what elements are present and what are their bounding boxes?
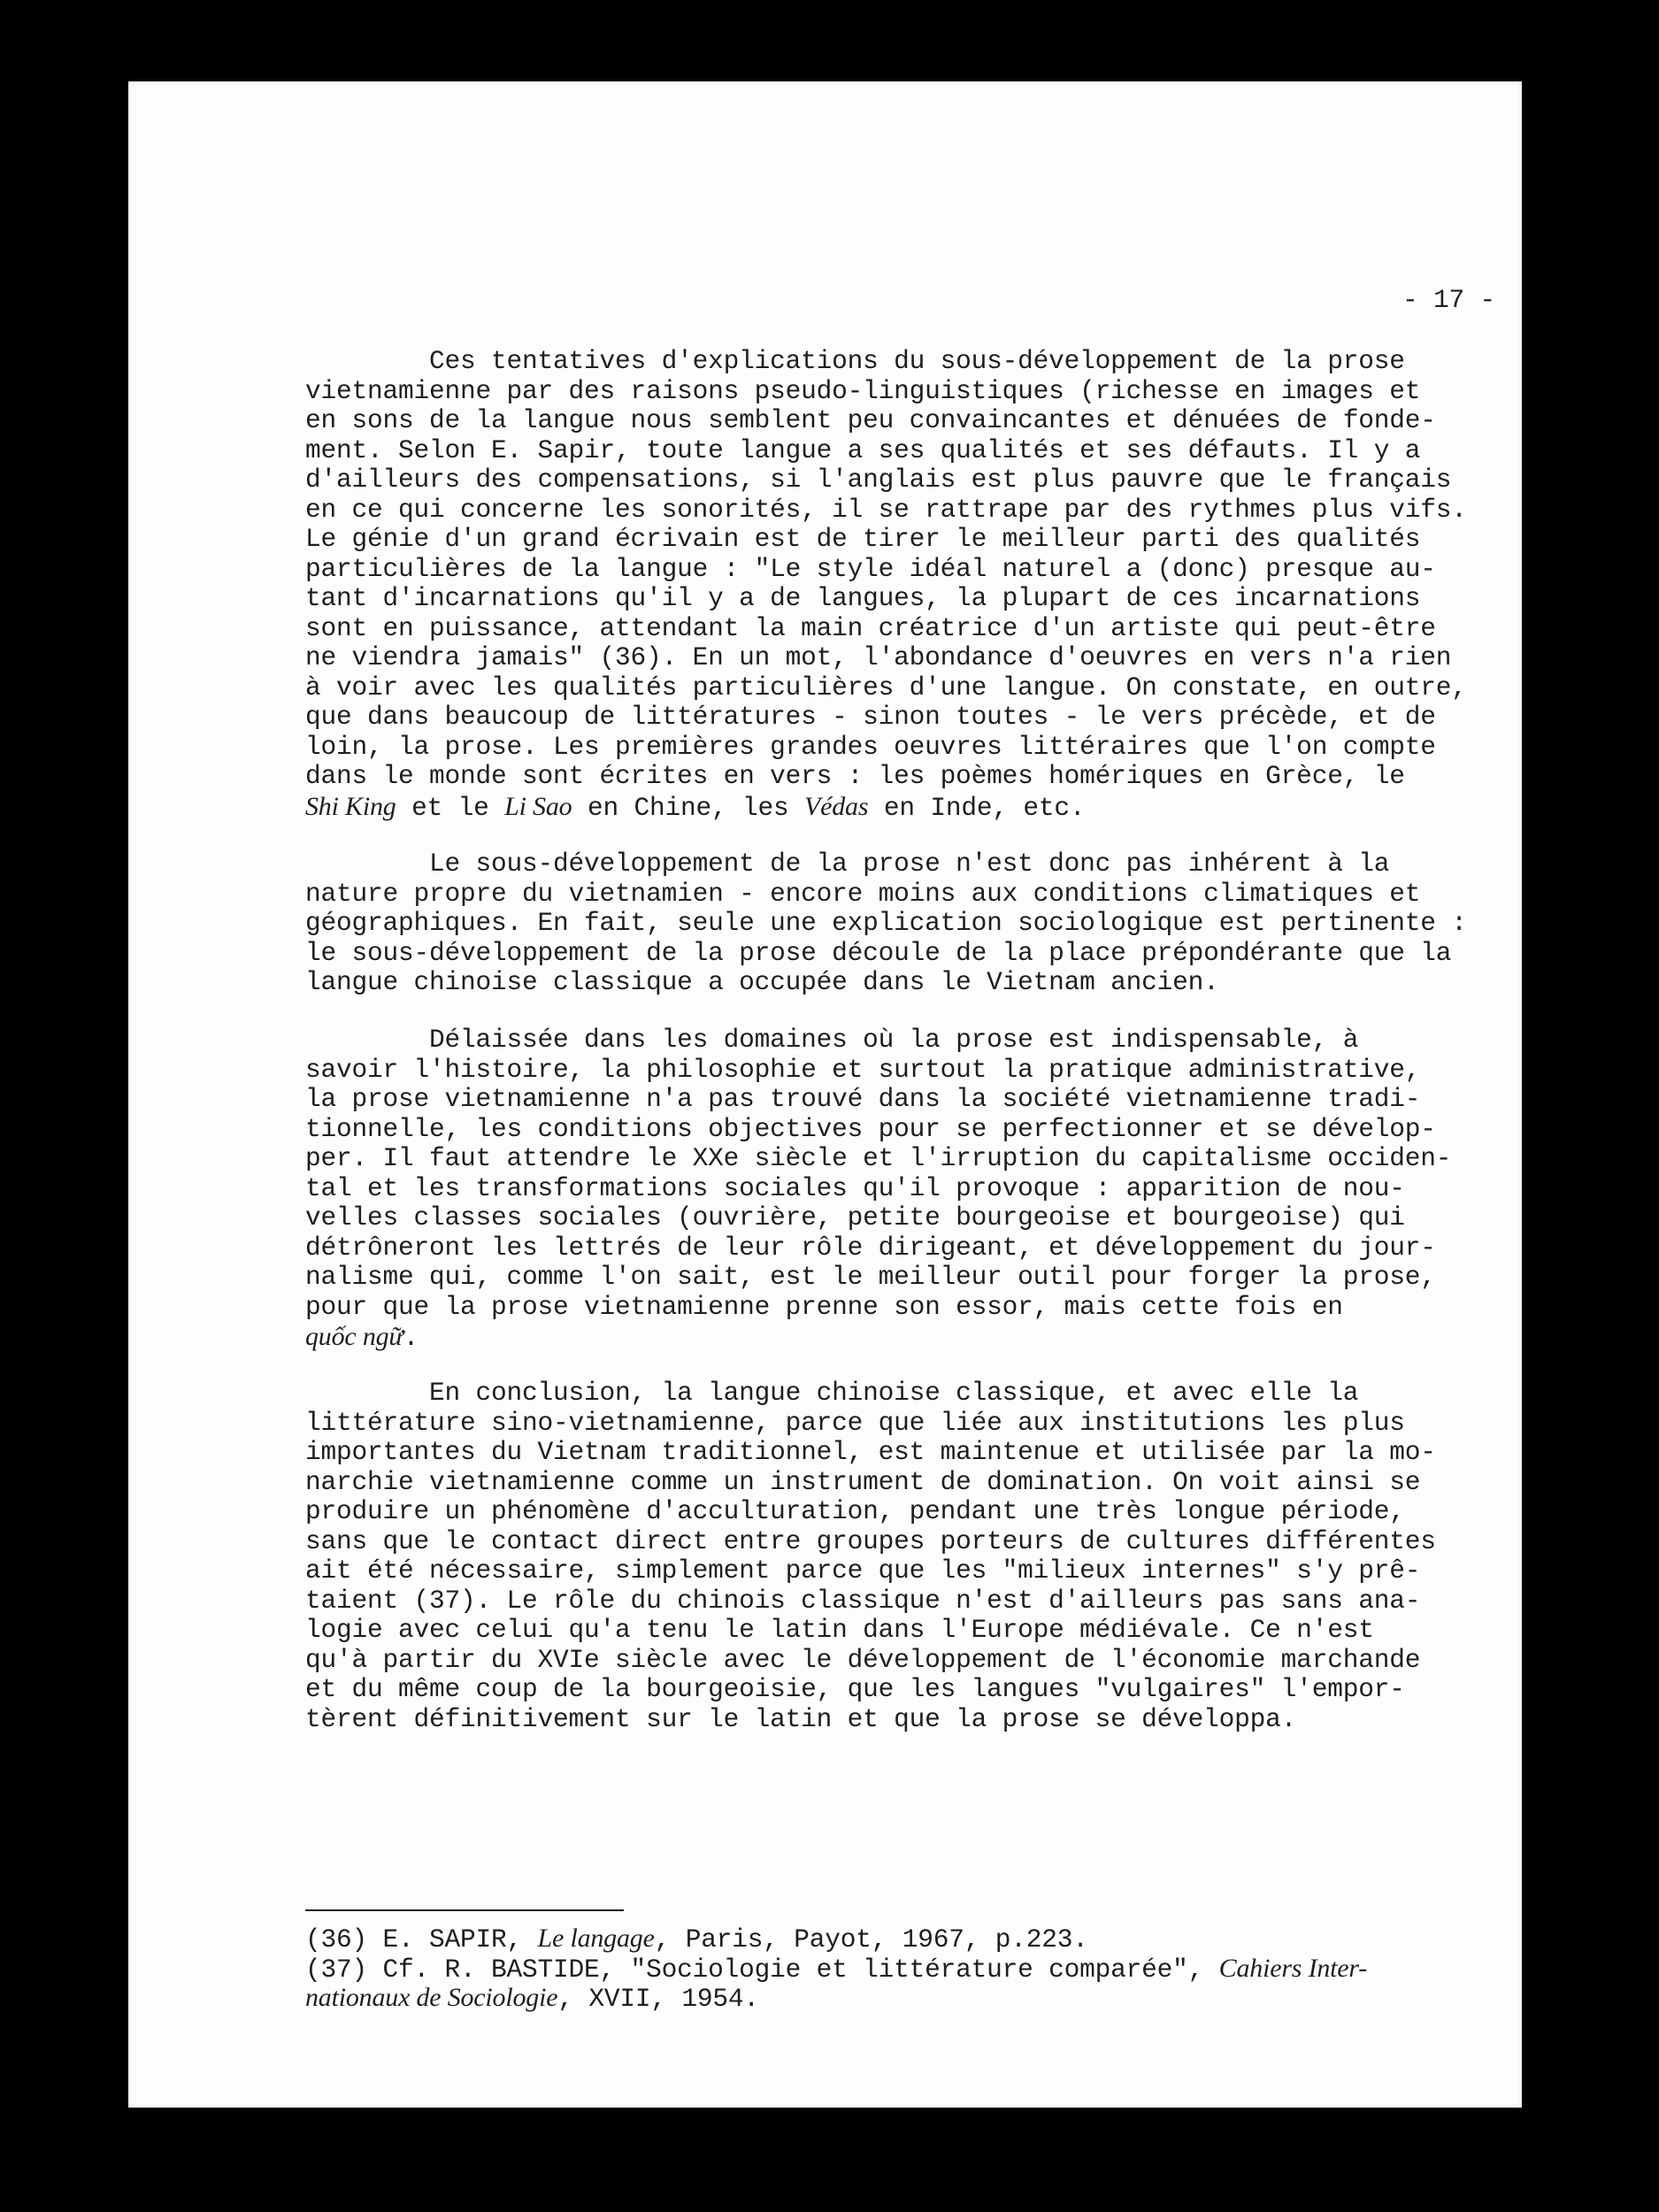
text-line: en sons de la langue nous semblent peu convaincantes et dénuées de fonde- [305,405,1436,435]
text-line: importantes du Vietnam traditionnel, est maintenue et utilisée par la mo- [305,1437,1436,1467]
italic-title: Shi King [305,791,396,821]
text-line: en ce qui concerne les sonorités, il se rattrape par des rythmes plus vifs. [305,494,1467,525]
document-page [128,81,1522,2108]
text-line: tal et les transformations sociales qu'il provoque : apparition de nou- [305,1172,1405,1203]
text-line: qu'à partir du XVIe siècle avec le développement de l'économie marchande [305,1644,1421,1675]
footnote-separator [305,1909,624,1911]
text-line: produire un phénomène d'acculturation, pendant une très longue période, [305,1496,1405,1526]
text-line: En conclusion, la langue chinoise classique, et avec elle la [305,1378,1359,1408]
text-line: Le génie d'un grand écrivain est de tirer le meilleur parti des qualités [305,524,1421,554]
text-line: à voir avec les qualités particulières d'une langue. On constate, en outre, [305,672,1467,703]
text-line: géographiques. En fait, seule une explication sociologique est pertinente : [305,908,1467,938]
text-line: nature propre du vietnamien - encore moins aux conditions climatiques et [305,878,1421,909]
text-line: d'ailleurs des compensations, si l'anglais est plus pauvre que le français [305,465,1452,495]
text-line: sans que le contact direct entre groupes porteurs de cultures différentes [305,1525,1436,1556]
text-line: Shi King et le Li Sao en Chine, les Védas en Inde, etc. [305,791,1086,823]
footnote-37: (37) Cf. R. BASTIDE, "Sociologie et littérature comparée", Cahiers Inter- [305,1953,1368,1985]
footnote-36: (36) E. SAPIR, Le langage, Paris, Payot, 1967, p.223. [305,1924,1088,1955]
text-line: velles classes sociales (ouvrière, petite bourgeoise et bourgeoise) qui [305,1202,1405,1233]
italic-term: quốc ngữ [305,1322,403,1351]
text-line: détrôneront les lettrés de leur rôle dirigeant, et développement du jour- [305,1232,1436,1263]
text-line: pour que la prose vietnamienne prenne son essor, mais cette fois en [305,1291,1343,1322]
text-line: et du même coup de la bourgeoisie, que les langues "vulgaires" l'empor- [305,1674,1405,1704]
text-line: Délaissée dans les domaines où la prose est indispensable, à [305,1025,1359,1055]
italic-title: Le langage [537,1924,655,1953]
footnote-37-continued: nationaux de Sociologie, XVII, 1954. [305,1983,759,2014]
text-line: sont en puissance, attendant la main créatrice d'un artiste qui peut-être [305,612,1436,643]
text-line: que dans beaucoup de littératures - sinon toutes - le vers précède, et de [305,702,1436,732]
text-line: loin, la prose. Les premières grandes oeuvres littéraires que l'on compte [305,731,1436,762]
text-line: Le sous-développement de la prose n'est donc pas inhérent à la [305,849,1390,879]
text-line: langue chinoise classique a occupée dans le Vietnam ancien. [305,967,1219,997]
text-line: ait été nécessaire, simplement parce que les "milieux internes" s'y prê- [305,1555,1421,1586]
italic-title: Védas [804,791,869,821]
text-line: ne viendra jamais" (36). En un mot, l'abondance d'oeuvres en vers n'a rien [305,642,1452,672]
text-line: littérature sino-vietnamienne, parce que liée aux institutions les plus [305,1407,1405,1438]
text-line: tionnelle, les conditions objectives pour se perfectionner et se dévelop- [305,1113,1436,1144]
text-line: dans le monde sont écrites en vers : les poèmes homériques en Grèce, le [305,761,1405,791]
text-line: tant d'incarnations qu'il y a de langues, la plupart de ces incarnations [305,583,1421,613]
text-line: Ces tentatives d'explications du sous-développement de la prose [305,346,1405,376]
text-line: tèrent définitivement sur le latin et que la prose se développa. [305,1703,1297,1734]
text-line: le sous-développement de la prose découle de la place prépondérante que la [305,937,1452,968]
text-line: taient (37). Le rôle du chinois classique n'est d'ailleurs pas sans ana- [305,1585,1421,1616]
text-line: logie avec celui qu'a tenu le latin dans l'Europe médiévale. Ce n'est [305,1615,1374,1645]
text-line: particulières de la langue : "Le style idéal naturel a (donc) presque au- [305,553,1436,584]
italic-title: nationaux de Sociologie [305,1983,558,2012]
text-line: savoir l'histoire, la philosophie et surtout la pratique administrative, [305,1054,1421,1085]
text-line: narchie vietnamienne comme un instrument de domination. On voit ainsi se [305,1466,1421,1497]
text-line: vietnamienne par des raisons pseudo-linguistiques (richesse en images et [305,375,1421,406]
text-line: per. Il faut attendre le XXe siècle et l'irruption du capitalisme occiden- [305,1143,1452,1173]
text-line: nalisme qui, comme l'on sait, est le meilleur outil pour forger la prose, [305,1262,1436,1292]
italic-title: Li Sao [504,791,572,821]
italic-title: Cahiers Inter- [1218,1953,1368,1983]
text-line: la prose vietnamienne n'a pas trouvé dans la société vietnamienne tradi- [305,1084,1421,1114]
page-number: - 17 - [1402,285,1496,315]
text-line: ment. Selon E. Sapir, toute langue a ses qualités et ses défauts. Il y a [305,434,1421,465]
text-line: quốc ngữ. [305,1322,419,1353]
